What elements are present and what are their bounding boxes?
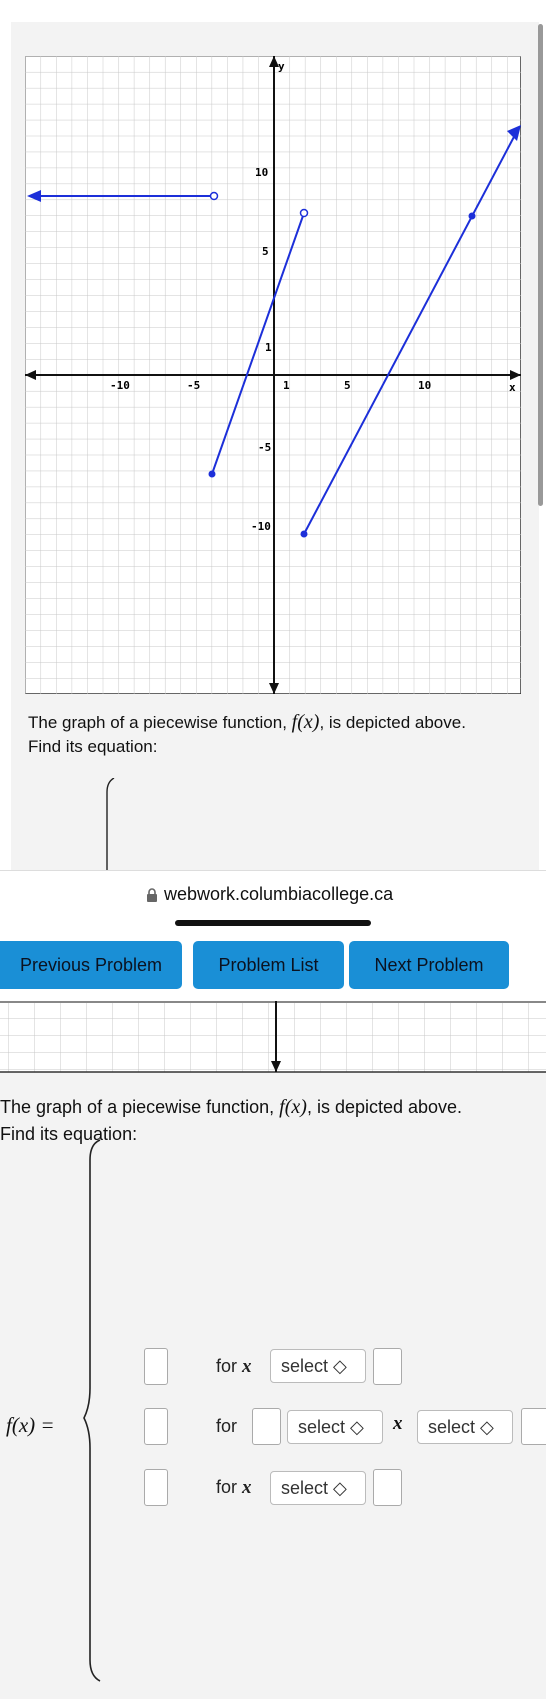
url-text[interactable]: webwork.columbiacollege.ca (164, 884, 394, 904)
piece-2-lower-inequality-select[interactable]: select ◇ (287, 1410, 383, 1444)
y-axis-label: y (278, 60, 285, 73)
piece-3-bound-input[interactable] (373, 1469, 402, 1506)
piece-2-upper-bound-input[interactable] (521, 1408, 546, 1445)
piece-1-bound-input[interactable] (373, 1348, 402, 1385)
closed-point (301, 531, 308, 538)
fx-symbol: f(x) (291, 711, 320, 733)
piece-3-inequality-select[interactable]: select ◇ (270, 1471, 366, 1505)
problem-list-button[interactable]: Problem List (193, 941, 344, 989)
for-label: for (216, 1416, 238, 1436)
graph-fragment (0, 1001, 546, 1074)
home-indicator[interactable] (175, 920, 371, 926)
x-tick-label: 5 (344, 379, 351, 392)
question-text-lower: The graph of a piecewise function, f(x), is depicted above. (0, 1096, 463, 1118)
piece-2-lower-bound-input[interactable] (252, 1408, 281, 1445)
piece-1-formula-input[interactable] (144, 1348, 168, 1385)
open-point (301, 210, 308, 217)
brace-icon (104, 778, 118, 870)
piecewise-graph (25, 56, 521, 694)
x-tick-label: 1 (283, 379, 290, 392)
piece-3-formula-input[interactable] (144, 1469, 168, 1506)
scrollbar[interactable] (538, 24, 543, 506)
closed-point (469, 213, 476, 220)
for-label: for x (216, 1477, 252, 1498)
y-tick-label: 5 (262, 245, 269, 258)
closed-point (209, 471, 216, 478)
x-axis-label: x (509, 381, 516, 394)
large-brace-icon (82, 1138, 112, 1683)
x-tick-label: 10 (418, 379, 432, 392)
for-label: for x (216, 1356, 252, 1377)
piece-2-formula-input[interactable] (144, 1408, 168, 1445)
y-tick-label: 1 (265, 341, 272, 354)
question-instruction: Find its equation: (28, 737, 158, 756)
lock-icon (146, 888, 158, 902)
x-tick-label: -5 (187, 379, 201, 392)
y-tick-label: -10 (251, 520, 271, 533)
variable-x: x (393, 1413, 403, 1434)
piece-1-inequality-select[interactable]: select ◇ (270, 1349, 366, 1383)
question-text: The graph of a piecewise function, f(x), is depicted above. (28, 711, 466, 733)
fx-equals-label: f(x) = (6, 1413, 55, 1437)
previous-problem-button[interactable]: Previous Problem (0, 941, 182, 989)
open-point (211, 193, 218, 200)
next-problem-button[interactable]: Next Problem (349, 941, 509, 989)
y-tick-label: -5 (258, 441, 272, 454)
x-tick-label: -10 (110, 379, 130, 392)
y-tick-label: 10 (255, 166, 269, 179)
fx-symbol: f(x) (279, 1096, 307, 1118)
question-instruction-lower: Find its equation: (0, 1124, 138, 1144)
piece-2-upper-inequality-select[interactable]: select ◇ (417, 1410, 513, 1444)
